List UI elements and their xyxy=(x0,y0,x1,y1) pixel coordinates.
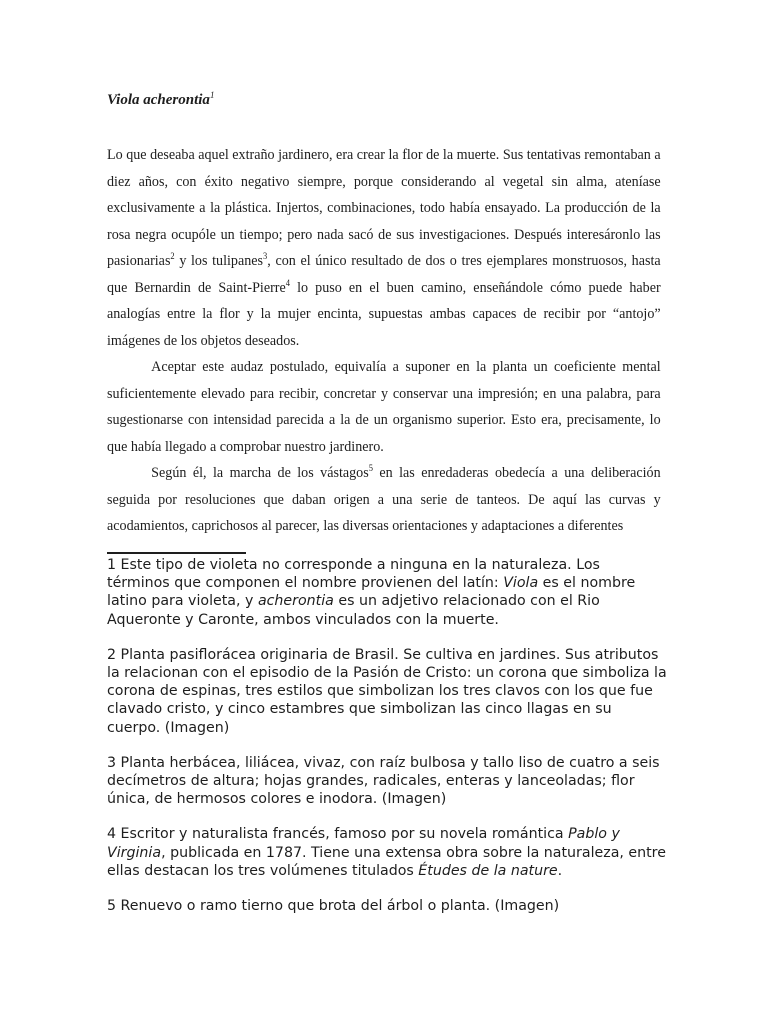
footnote-4-text-c: . xyxy=(557,862,563,879)
footnote-1-text-b: es el nombre latino para violeta, y xyxy=(107,575,636,610)
footnote-ref-3[interactable]: 3 xyxy=(263,251,268,261)
footnote-2: 2 Planta pasiflorácea originaria de Brasil. Se cultiva en jardines. Sus atributos la relacionan con el episodio de la Pasión de Cristo: un corona que simboliza la corona de espinas, tres estilos que simbolizan los tres clavos con los que fue clavado cristo, y cinco estambres que simbolizan las cinco llagas en su cuerpo. (Imagen) xyxy=(107,646,667,736)
footnotes-section xyxy=(107,556,667,932)
footnote-ref-4[interactable]: 4 xyxy=(285,277,290,288)
paragraph-2: Aceptar este audaz postulado, equivalía a suponer en la planta un coeficiente mental suficientemente elevado para recibir, concretar y conservar una impresión; en una palabra, para sugestionarse con intensidad parecida a la de un organismo superior. Esto era, precisamente, lo que había llegado a comprobar nuestro jardinero. xyxy=(107,359,661,455)
footnote-4-italic-b: Études de la nature xyxy=(418,862,558,879)
footnote-4 xyxy=(107,825,667,880)
footnote-ref-1[interactable]: 1 xyxy=(209,90,215,100)
paragraph-1-text-d: lo puso en el buen camino, enseñándole cómo puede haber analogías entre la flor y la mujer encinta, supuestas ambas capaces de recibir por “antojo” imágenes de los objetos deseados. xyxy=(107,279,661,349)
paragraph-3-text-b: en las enredaderas obedecía a una deliberación seguida por resoluciones que daban origen a una serie de tanteos. De aquí las curvas y acodamientos, caprichosos al parecer, las diversas orientaciones y adaptaciones a diferentes xyxy=(107,465,661,534)
paragraph-1-text-b: y los tulipanes xyxy=(174,253,264,269)
footnote-1 xyxy=(107,556,667,629)
story-body xyxy=(107,142,661,540)
footnote-1-text-a: 1 Este tipo de violeta no corresponde a ninguna en la naturaleza. Los términos que componen el nombre provienen del latín: xyxy=(107,557,600,592)
footnote-5: 5 Renuevo o ramo tierno que brota del árbol o planta. (Imagen) xyxy=(107,898,560,915)
footnote-ref-5[interactable]: 5 xyxy=(368,463,373,473)
footnote-4-italic-a: Pablo y Virginia xyxy=(107,826,620,861)
paragraph-1-text-a: Lo que deseaba aquel extraño jardinero, era crear la flor de la muerte. Sus tentativas remontaban a diez años, con éxito negativo siempre, porque considerando al vegetal sin alma, ateníase exclusivamente a la plástica. Injertos, combinaciones, todo había ensayado. La producción de la rosa negra ocupóle un tiempo; pero nada sacó de sus investigaciones. Después interesáronlo las pasionarias xyxy=(107,147,661,269)
paragraph-3-text-a: Según él, la marcha de los vástagos xyxy=(151,465,369,481)
footnote-separator xyxy=(107,552,246,554)
footnote-ref-2[interactable]: 2 xyxy=(170,251,175,261)
footnote-3: 3 Planta herbácea, liliácea, vivaz, con raíz bulbosa y tallo liso de cuatro a seis decímetros de altura; hojas grandes, radicales, enteras y lanceoladas; flor única, de hermosos colores e inodora. (Imagen) xyxy=(107,754,660,808)
paragraph-3 xyxy=(107,460,661,540)
footnote-1-text-c: es un adjetivo relacionado con el Rio Aqueronte y Caronte, ambos vinculados con la muerte. xyxy=(107,593,600,628)
footnote-1-italic-b: acherontia xyxy=(257,593,334,610)
paragraph-1 xyxy=(107,142,661,354)
title-text: Viola acherontia xyxy=(107,92,210,108)
paragraph-1-text-c: , con el único resultado de dos o tres ejemplares monstruosos, hasta que Bernardin de Saint-Pierre xyxy=(107,253,661,296)
footnote-4-text-b: , publicada en 1787. Tiene una extensa obra sobre la naturaleza, entre ellas destacan los tres volúmenes titulados xyxy=(107,844,666,879)
footnote-4-text-a: 4 Escritor y naturalista francés, famoso por su novela romántica xyxy=(107,826,569,843)
story-title xyxy=(107,90,214,109)
footnote-1-italic-a: Viola xyxy=(503,575,539,592)
